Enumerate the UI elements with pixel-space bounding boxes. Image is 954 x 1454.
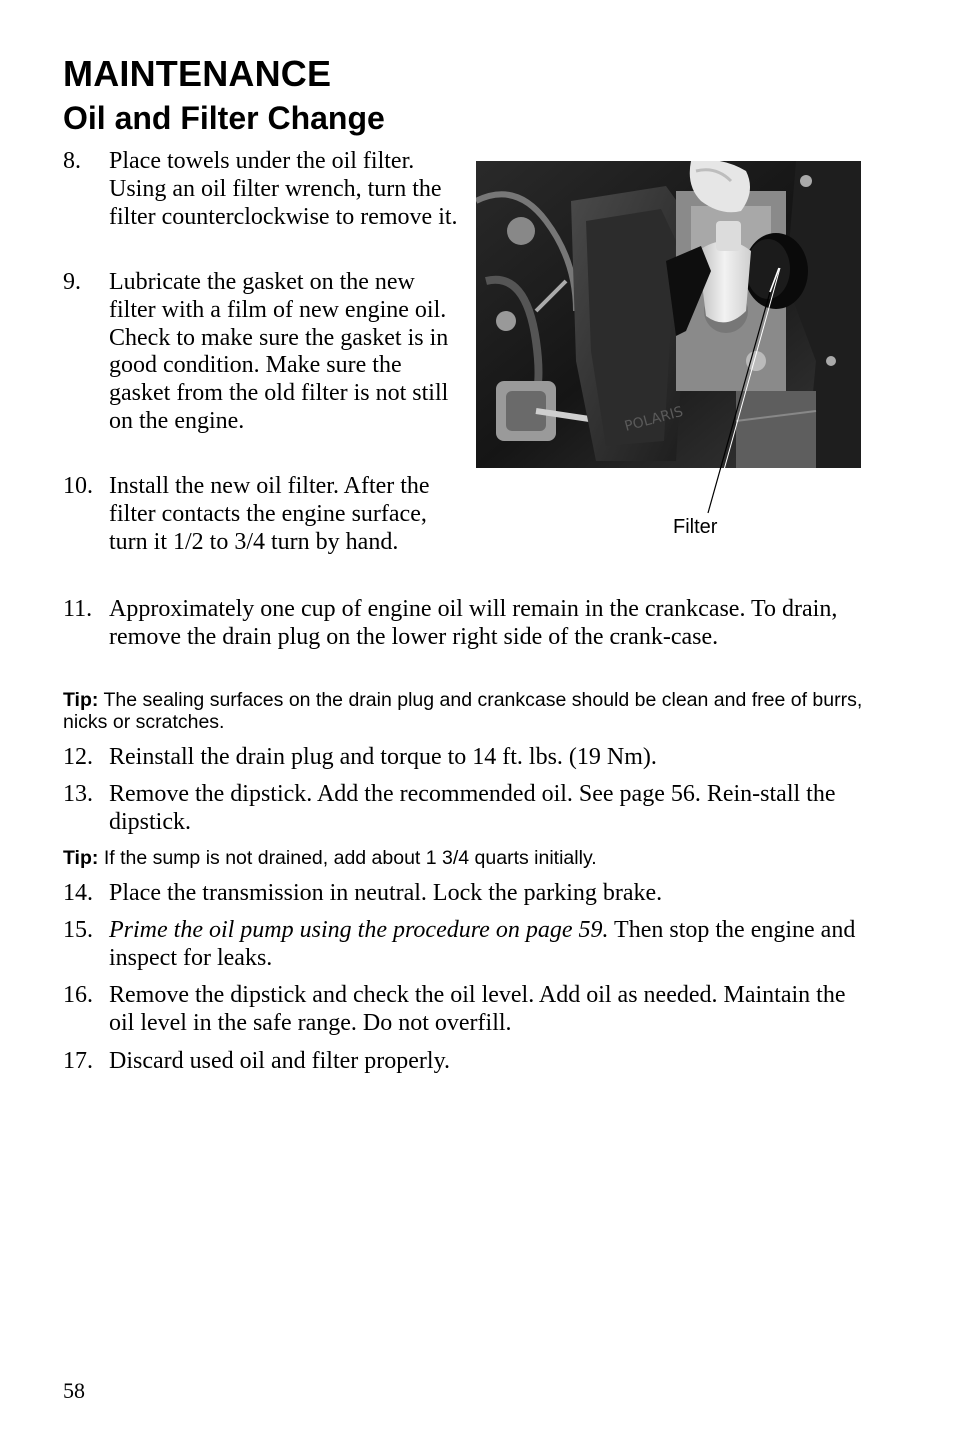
- tip-text: If the sump is not drained, add about 1 3/4 quarts initially.: [103, 847, 597, 869]
- step-text: Reinstall the drain plug and torque to 14 ft. lbs. (19 Nm).: [109, 744, 657, 770]
- step-text: Remove the dipstick and check the oil level. Add oil as needed. Maintain the oil level in the safe range. Do not overfill.: [109, 982, 846, 1036]
- page-title: Oil and Filter Change: [63, 100, 385, 136]
- step-text: [63, 917, 873, 973]
- step-number: 16.: [63, 982, 93, 1008]
- svg-text:POLARIS: POLARIS: [622, 403, 685, 435]
- step-13: [63, 781, 873, 837]
- step-10: [63, 473, 453, 556]
- step-15: [63, 917, 873, 973]
- step-11: [63, 596, 873, 652]
- engine-photo-illustration: [476, 161, 861, 468]
- step-text: Place the transmission in neutral. Lock the parking brake.: [109, 880, 663, 906]
- step-number: 14.: [63, 880, 93, 906]
- page-number: 58: [63, 1378, 85, 1403]
- step-text: Lubricate the gasket on the new filter with a film of new engine oil. Check to make sure the gasket is in good condition. Make sure the gasket from the old filter is not still on the engine.: [109, 269, 449, 434]
- step-text: Place towels under the oil filter. Using an oil filter wrench, turn the filter counterclockwise to remove it.: [109, 148, 458, 230]
- step-14: [63, 880, 873, 908]
- step-number: 8.: [63, 148, 81, 174]
- tip-text: The sealing surfaces on the drain plug and crankcase should be clean and free of burrs, nicks or scratches.: [63, 689, 863, 733]
- tip-label: Tip:: [63, 847, 99, 869]
- step-17: [63, 1048, 873, 1076]
- step-number: 12.: [63, 744, 93, 770]
- step-8: [63, 148, 463, 231]
- step-number: 9.: [63, 269, 81, 295]
- step-number: 11.: [63, 596, 93, 622]
- step-number: 17.: [63, 1048, 93, 1074]
- step-text: Approximately one cup of engine oil will remain in the crankcase. To drain, remove the drain plug on the lower right side of the crank-case.: [109, 596, 838, 650]
- step-text: Discard used oil and filter properly.: [109, 1048, 451, 1074]
- section-heading: MAINTENANCE: [63, 53, 332, 94]
- engine-photo: [476, 161, 861, 468]
- tip-sump: [63, 847, 873, 869]
- step-9: [63, 269, 463, 436]
- step-plain-text: Then stop the engine and inspect for leaks.: [109, 917, 856, 971]
- step-16: [63, 982, 873, 1038]
- step-number: 15.: [63, 917, 93, 943]
- step-12: [63, 744, 873, 772]
- step-number: 10.: [63, 473, 93, 499]
- step-italic-text: Prime the oil pump using the procedure on page 59.: [109, 917, 609, 943]
- step-text: Remove the dipstick. Add the recommended oil. See page 56. Rein-stall the dipstick.: [109, 781, 836, 835]
- filter-callout-label: Filter: [673, 516, 718, 538]
- step-text: Install the new oil filter. After the filter contacts the engine surface, turn it 1/2 to 3/4 turn by hand.: [109, 473, 430, 555]
- step-number: 13.: [63, 781, 93, 807]
- tip-label: Tip:: [63, 689, 99, 711]
- tip-drain-plug: [63, 689, 873, 733]
